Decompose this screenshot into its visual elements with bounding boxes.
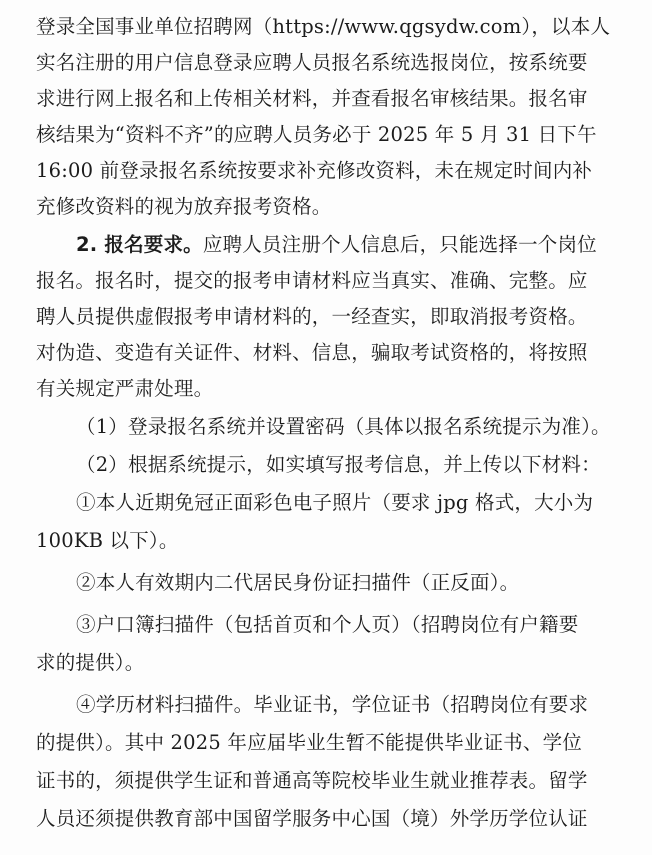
paragraph-1-line-5: 16:00 前登录报名系统按要求补充修改资料，未在规定时间内补 (36, 159, 593, 182)
paragraph-1-line-6: 充修改资料的视为放弃报考资格。 (36, 195, 332, 218)
paragraph-1-line-2: 实名注册的用户信息登录应聘人员报名系统选报岗位，按系统要 (36, 51, 588, 74)
step-1: （1）登录报名系统并设置密码（具体以报名系统提示为准）。 (76, 415, 611, 438)
paragraph-2-line-4: 对伪造、变造有关证件、材料、信息，骗取考试资格的，将按照 (36, 341, 588, 364)
item-4-line-4: 人员还须提供教育部中国留学服务中心国（境）外学历学位认证 (36, 807, 588, 830)
item-1-line-2: 100KB 以下）。 (36, 529, 179, 552)
paragraph-2-line-1 (76, 228, 597, 262)
item-2: ②本人有效期内二代居民身份证扫描件（正反面）。 (76, 571, 520, 594)
item-3-line-1: ③户口簿扫描件（包括首页和个人页）（招聘岗位有户籍要 (76, 613, 579, 636)
paragraph-1-line-3: 求进行网上报名和上传相关材料，并查看报名审核结果。报名审 (36, 87, 588, 110)
section-heading: 2. 报名要求。 (76, 233, 203, 256)
paragraph-2-line-5: 有关规定严肃处理。 (36, 377, 214, 400)
paragraph-2-line-1-text: 应聘人员注册个人信息后，只能选择一个岗位 (202, 233, 597, 256)
item-4-line-2: 的提供）。其中 2025 年应届毕业生暂不能提供毕业证书、学位 (36, 731, 582, 754)
paragraph-1-line-1: 登录全国事业单位招聘网（https://www.qgsydw.com），以本人 (36, 15, 611, 38)
item-4-line-1: ④学历材料扫描件。毕业证书，学位证书（招聘岗位有要求 (76, 693, 589, 716)
item-4-line-3: 证书的，须提供学生证和普通高等院校毕业生就业推荐表。留学 (36, 769, 588, 792)
step-2: （2）根据系统提示，如实填写报考信息，并上传以下材料： (76, 453, 601, 476)
item-3-line-2: 求的提供）。 (36, 651, 145, 674)
paragraph-2-line-3: 聘人员提供虚假报考申请材料的，一经查实，即取消报考资格。 (36, 305, 588, 328)
item-1-line-1: ①本人近期免冠正面彩色电子照片（要求 jpg 格式，大小为 (76, 491, 594, 514)
paragraph-1-line-4: 核结果为“资料不齐”的应聘人员务必于 2025 年 5 月 31 日下午 (36, 123, 597, 146)
paragraph-2-line-2: 报名。报名时，提交的报考申请材料应当真实、准确、完整。应 (36, 269, 588, 292)
